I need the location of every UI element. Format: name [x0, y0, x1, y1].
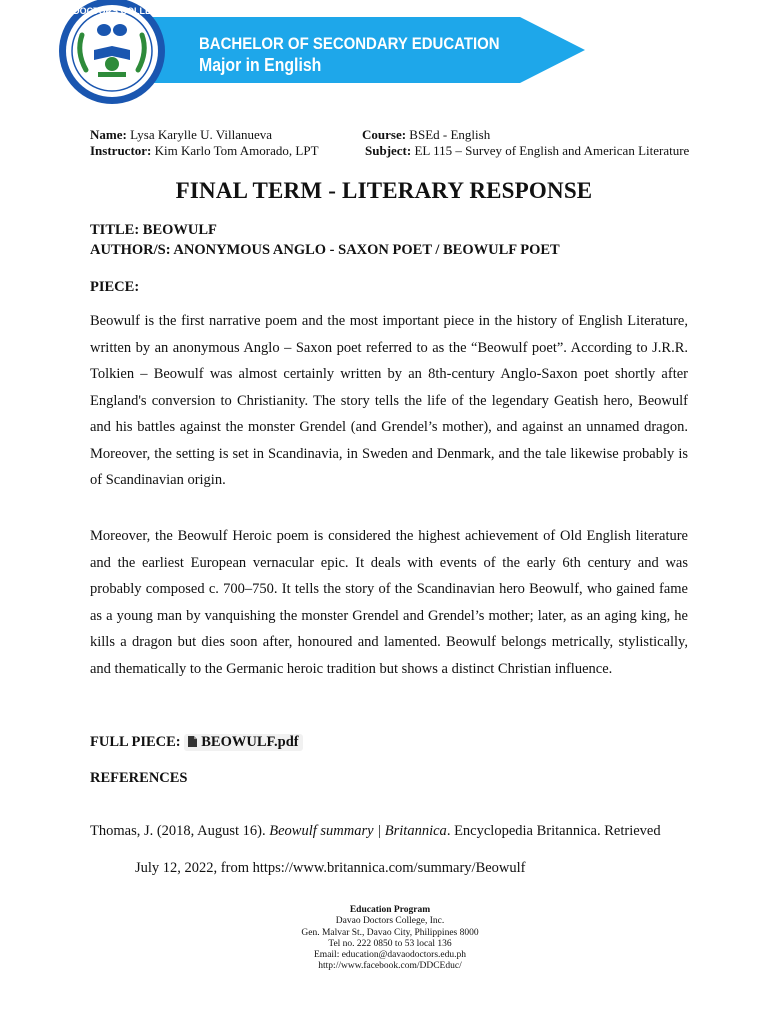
course-value: BSEd - English: [409, 127, 491, 142]
full-piece-file: BEOWULF.pdf: [201, 734, 299, 750]
logo-figure: [105, 57, 119, 71]
instructor-value: Kim Karlo Tom Amorado, LPT: [154, 143, 319, 158]
document-title: FINAL TERM - LITERARY RESPONSE: [175, 178, 593, 203]
name-line: [90, 127, 272, 142]
logo-mask-right: [113, 24, 127, 36]
footer-college: Davao Doctors College, Inc.: [335, 916, 445, 927]
instructor-line: [90, 143, 319, 158]
footer: [0, 905, 768, 973]
paragraph-2: Moreover, the Beowulf Heroic poem is considered the highest achievement of Old English literature and the earliest European vernacular epic. It deals with events of the early 6th century and was probably composed c. 700–750. It tells the story of the Scandinavian hero Beowulf, who gained fame as a young man by vanquishing the monster Grendel and Grendel’s mother; later, as an aging king, he kills a dragon but dies soon after, honoured and lamented. Beowulf belongs metrically, stylistically, and thematically to the Germanic heroic tradition but shows a distinct Christian influence.: [90, 528, 688, 677]
footer-tel: Tel no. 222 0850 to 53 local 136: [328, 938, 452, 949]
footer-program: Education Program: [349, 905, 431, 915]
name-label: Name:: [90, 127, 127, 142]
footer-facebook[interactable]: http://www.facebook.com/DDCEduc/: [318, 961, 462, 972]
footer-email: Email: education@davaodoctors.edu.ph: [314, 950, 466, 961]
program-title: BACHELOR OF SECONDARY EDUCATION: [199, 34, 500, 53]
piece-heading: PIECE:: [90, 279, 140, 295]
subject-label: Subject:: [365, 143, 412, 158]
full-piece-link[interactable]: [184, 734, 302, 751]
reference-publisher: . Encyclopedia Britannica. Retrieved: [446, 823, 661, 839]
reference-retrieved: July 12, 2022, from https://www.britannica.com/summary/Beowulf: [135, 860, 526, 876]
work-title: TITLE: BEOWULF: [90, 222, 217, 238]
course-line: [362, 127, 490, 142]
full-piece-label: FULL PIECE:: [90, 734, 181, 750]
subject-line: [365, 143, 689, 158]
reference-author-date: Thomas, J. (2018, August 16).: [90, 823, 266, 839]
paragraph-1: Beowulf is the first narrative poem and the most important piece in the history of English Literature, written by an anonymous Anglo – Saxon poet referred to as the “Beowulf poet”. According to J.R.R. Tolkien – Beowulf was almost certainly written by an 8th-century Anglo-Saxon poet shortly after England's conversion to Christianity. The story tells the life of the legendary Geatish hero, Beowulf and his battles against the monster Grendel (and Grendel’s mother), and against an unnamed dragon. Moreover, the setting is set in Scandinavia, in Sweden and Denmark, and the tale likewise probably is of Scandinavian origin.: [90, 313, 688, 488]
course-label: Course:: [362, 127, 407, 142]
logo-mask-left: [97, 24, 111, 36]
program-major: Major in English: [199, 55, 322, 75]
logo-base: [98, 72, 126, 77]
reference-work: Beowulf summary | Britannica: [269, 823, 447, 839]
logo-ring-text: DAVAO DOCTORS COLLEGE, INC: [39, 6, 185, 16]
subject-value: EL 115 – Survey of English and American Literature: [414, 143, 690, 158]
name-value: Lysa Karylle U. Villanueva: [130, 127, 273, 142]
banner-graphic: [0, 0, 768, 110]
header-banner: [0, 0, 768, 110]
document-icon: [188, 736, 197, 747]
work-authors: AUTHOR/S: ANONYMOUS ANGLO - SAXON POET / BEOWULF POET: [90, 242, 560, 258]
full-piece-line: [90, 734, 303, 751]
footer-address: Gen. Malvar St., Davao City, Philippines 8000: [301, 927, 479, 938]
references-heading: REFERENCES: [90, 770, 188, 786]
reference-line-1: [90, 823, 690, 840]
instructor-label: Instructor:: [90, 143, 152, 158]
